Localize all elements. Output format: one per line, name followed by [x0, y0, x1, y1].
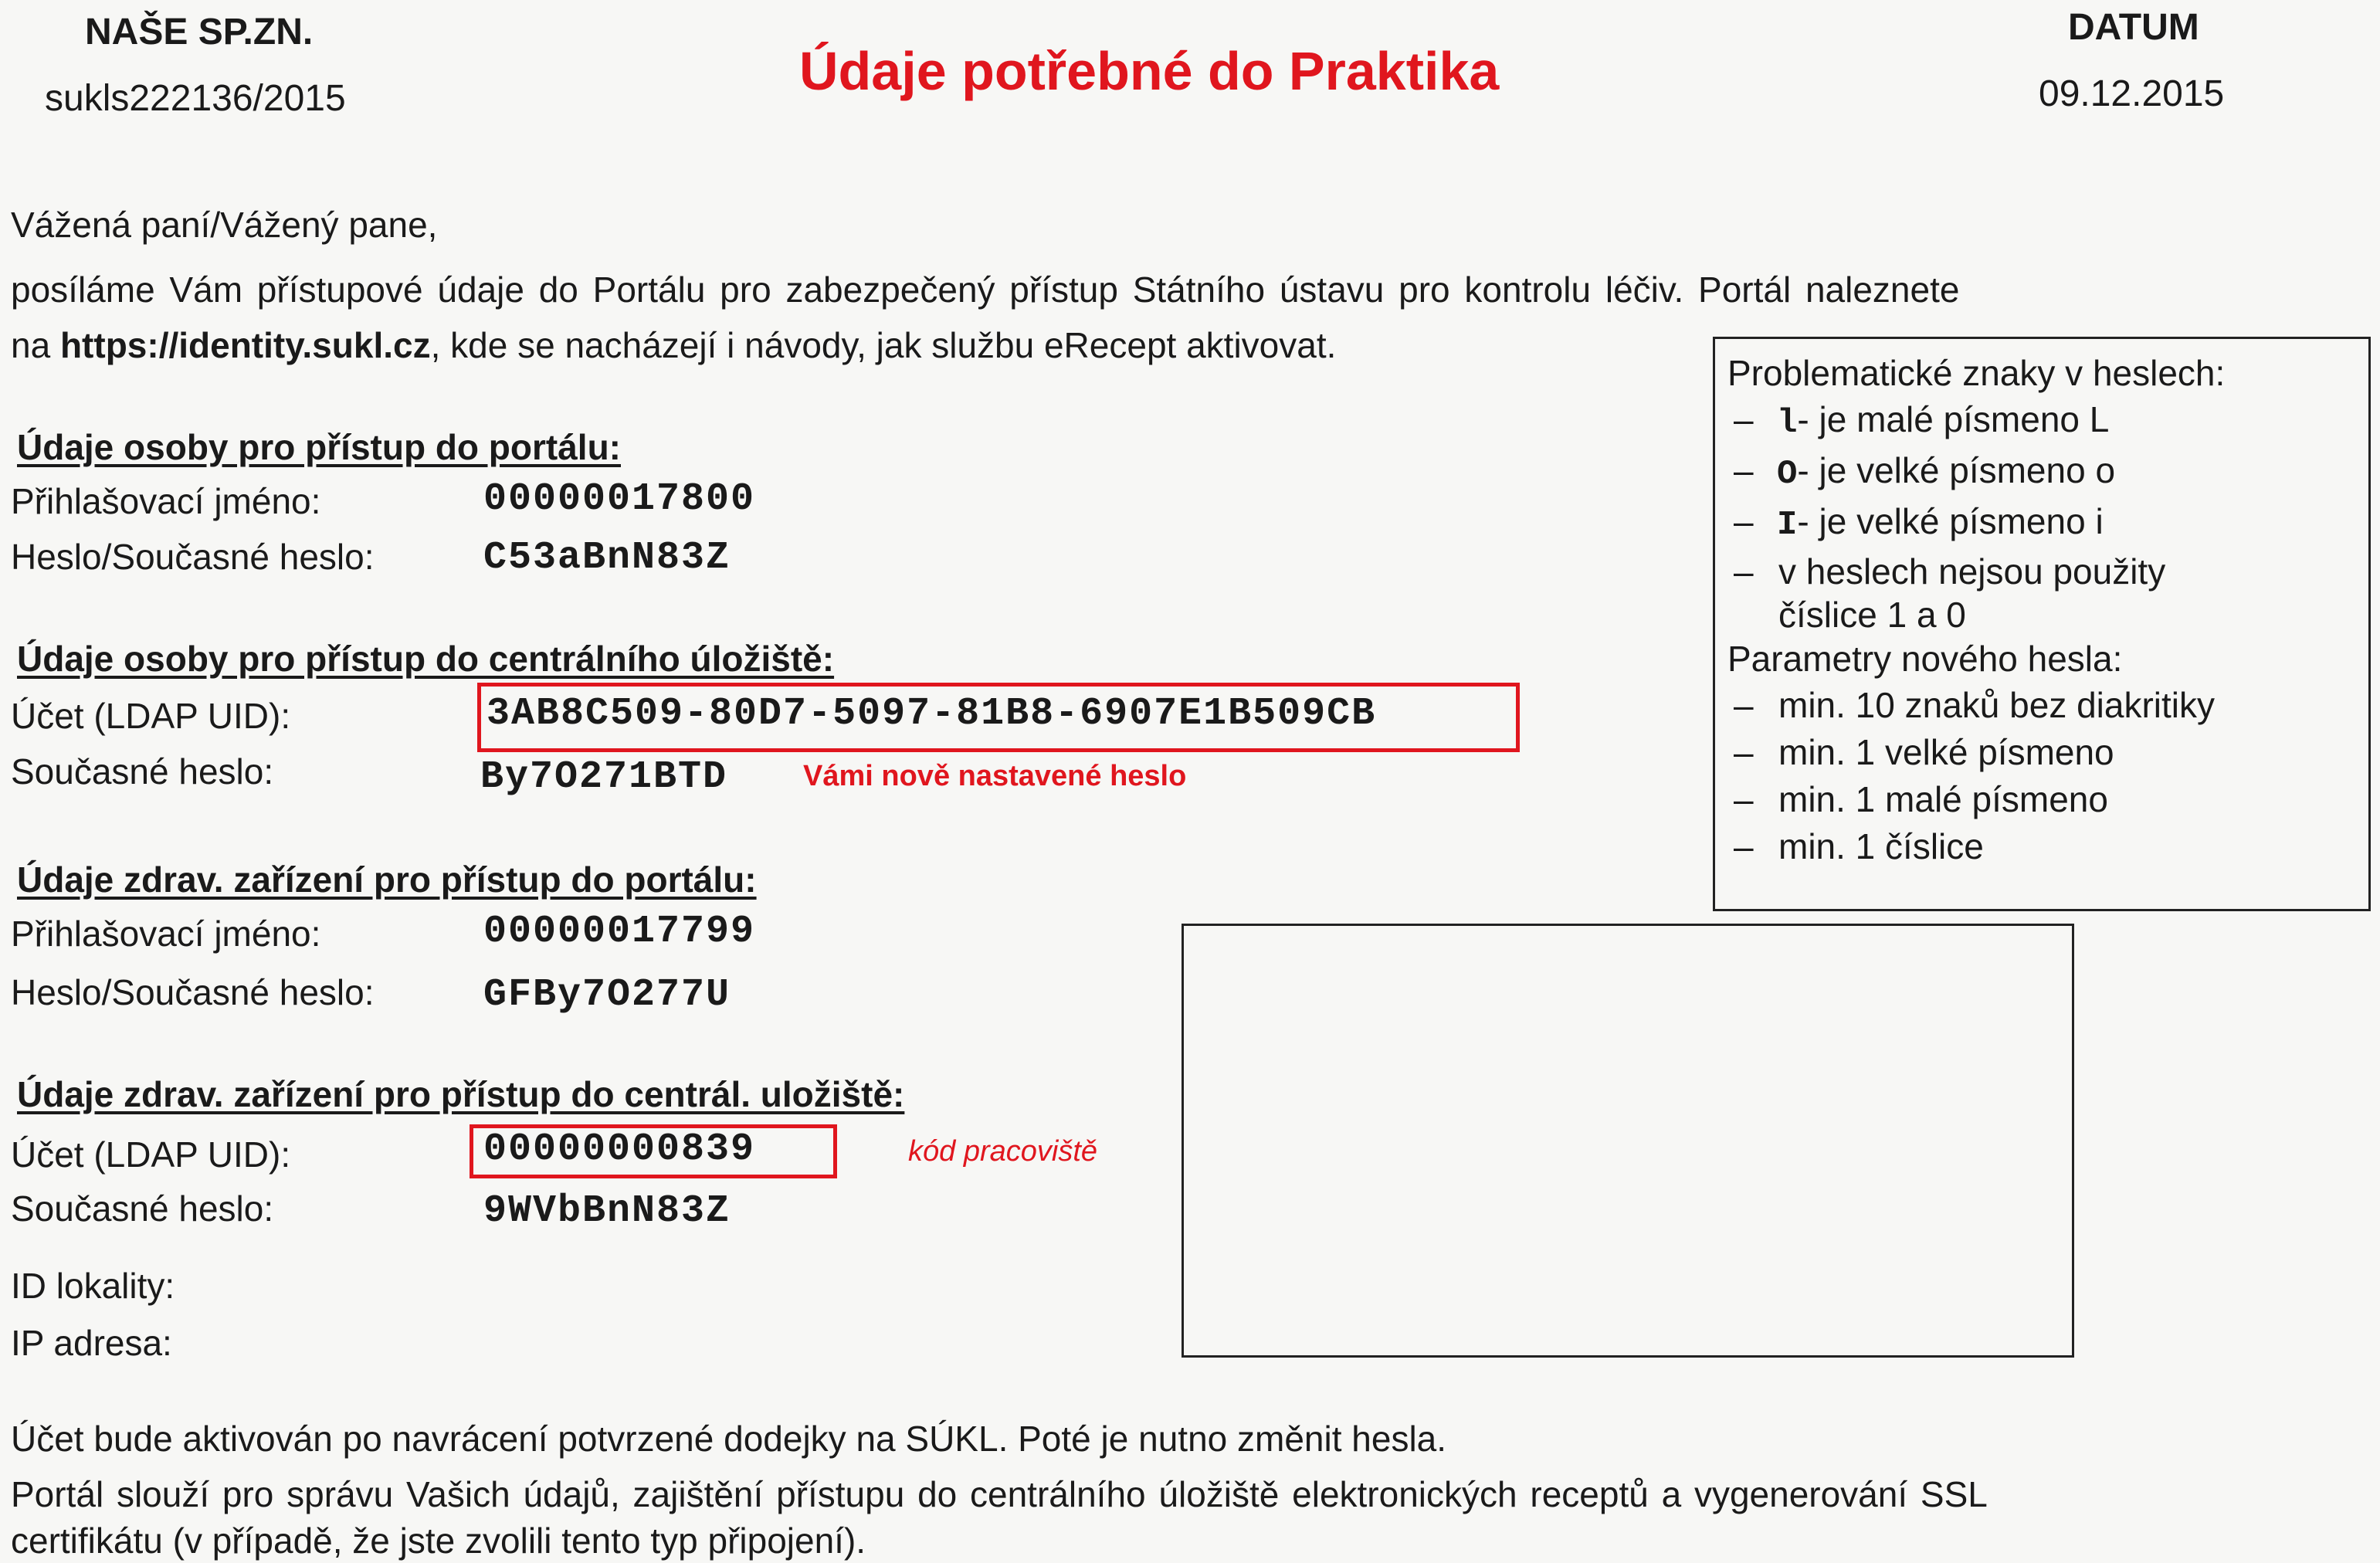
section2-heading: Údaje osoby pro přístup do centrálního úložiště: [17, 639, 835, 679]
param-item: – min. 1 malé písmeno [1734, 779, 2108, 819]
section2-note: Vámi nově nastavené heslo [803, 760, 1187, 792]
section1-login-value: 00000017800 [483, 477, 756, 521]
section3-login-label: Přihlašovací jméno: [11, 914, 321, 954]
salutation: Vážená paní/Vážený pane, [11, 205, 438, 245]
section4-password-value: 9WVbBnN83Z [483, 1189, 731, 1233]
section3-heading: Údaje zdrav. zařízení pro přístup do portálu: [17, 859, 757, 900]
section3-password-value: GFBy7O277U [483, 973, 731, 1017]
problem-char-item: – v heslech nejsou použity [1734, 551, 2166, 592]
problem-char-item-cont: číslice 1 a 0 [1778, 595, 1966, 635]
footer-line-3: certifikátu (v případě, že jste zvolili tento typ připojení). [11, 1521, 866, 1561]
problem-char-item: – I- je velké písmeno i [1734, 501, 2104, 544]
section4-account-label: Účet (LDAP UID): [11, 1134, 291, 1175]
section2-account-value: 3AB8C509-80D7-5097-81B8-6907E1B509CB [487, 692, 1377, 736]
section1-password-value: C53aBnN83Z [483, 536, 731, 580]
password-info-box [1713, 337, 2371, 911]
ip-label: IP adresa: [11, 1323, 172, 1363]
section3-password-label: Heslo/Současné heslo: [11, 972, 375, 1012]
section1-heading: Údaje osoby pro přístup do portálu: [17, 427, 621, 467]
footer-line-2: Portál slouží pro správu Vašich údajů, zajištění přístupu do centrálního úložiště elektronických receptů a vygenerování SSL [11, 1474, 1988, 1514]
ref-label: NAŠE SP.ZN. [85, 12, 314, 53]
section2-password-label: Současné heslo: [11, 751, 274, 792]
section4-heading: Údaje zdrav. zařízení pro přístup do centrál. uložiště: [17, 1074, 905, 1114]
new-password-params-heading: Parametry nového hesla: [1727, 639, 2123, 679]
section4-account-value: 00000000839 [483, 1127, 756, 1171]
section3-login-value: 00000017799 [483, 910, 756, 954]
portal-url[interactable]: https://identity.sukl.cz [59, 325, 431, 365]
param-item: – min. 10 znaků bez diakritiky [1734, 685, 2216, 725]
param-item: – min. 1 číslice [1734, 826, 1984, 866]
section2-password-value: By7O271BTD [480, 755, 728, 799]
section1-password-label: Heslo/Současné heslo: [11, 537, 375, 577]
section4-password-label: Současné heslo: [11, 1188, 274, 1229]
intro-line-1: posíláme Vám přístupové údaje do Portálu pro zabezpečený přístup Státního ústavu pro kontrolu léčiv. Portál naleznete [11, 270, 1960, 310]
ref-value: sukls222136/2015 [45, 78, 346, 119]
param-item: – min. 1 velké písmeno [1734, 732, 2114, 772]
date-label: DATUM [2068, 7, 2199, 48]
problem-char-item: – O- je velké písmeno o [1734, 450, 2116, 493]
intro-line-2: na https://identity.sukl.cz, kde se nacházejí i návody, jak službu eRecept aktivovat. [11, 325, 1337, 365]
section4-note: kód pracoviště [908, 1135, 1098, 1168]
page-title: Údaje potřebné do Praktika [799, 41, 1500, 101]
section1-login-label: Přihlašovací jméno: [11, 481, 321, 521]
date-value: 09.12.2015 [2039, 73, 2225, 114]
locality-label: ID lokality: [11, 1266, 175, 1306]
blank-stamp-box [1182, 924, 2074, 1358]
problem-chars-heading: Problematické znaky v heslech: [1727, 353, 2226, 393]
footer-line-1: Účet bude aktivován po navrácení potvrzené dodejky na SÚKL. Poté je nutno změnit hesla. [11, 1419, 1447, 1459]
problem-char-item: – l- je malé písmeno L [1734, 399, 2110, 442]
section2-account-label: Účet (LDAP UID): [11, 696, 291, 736]
